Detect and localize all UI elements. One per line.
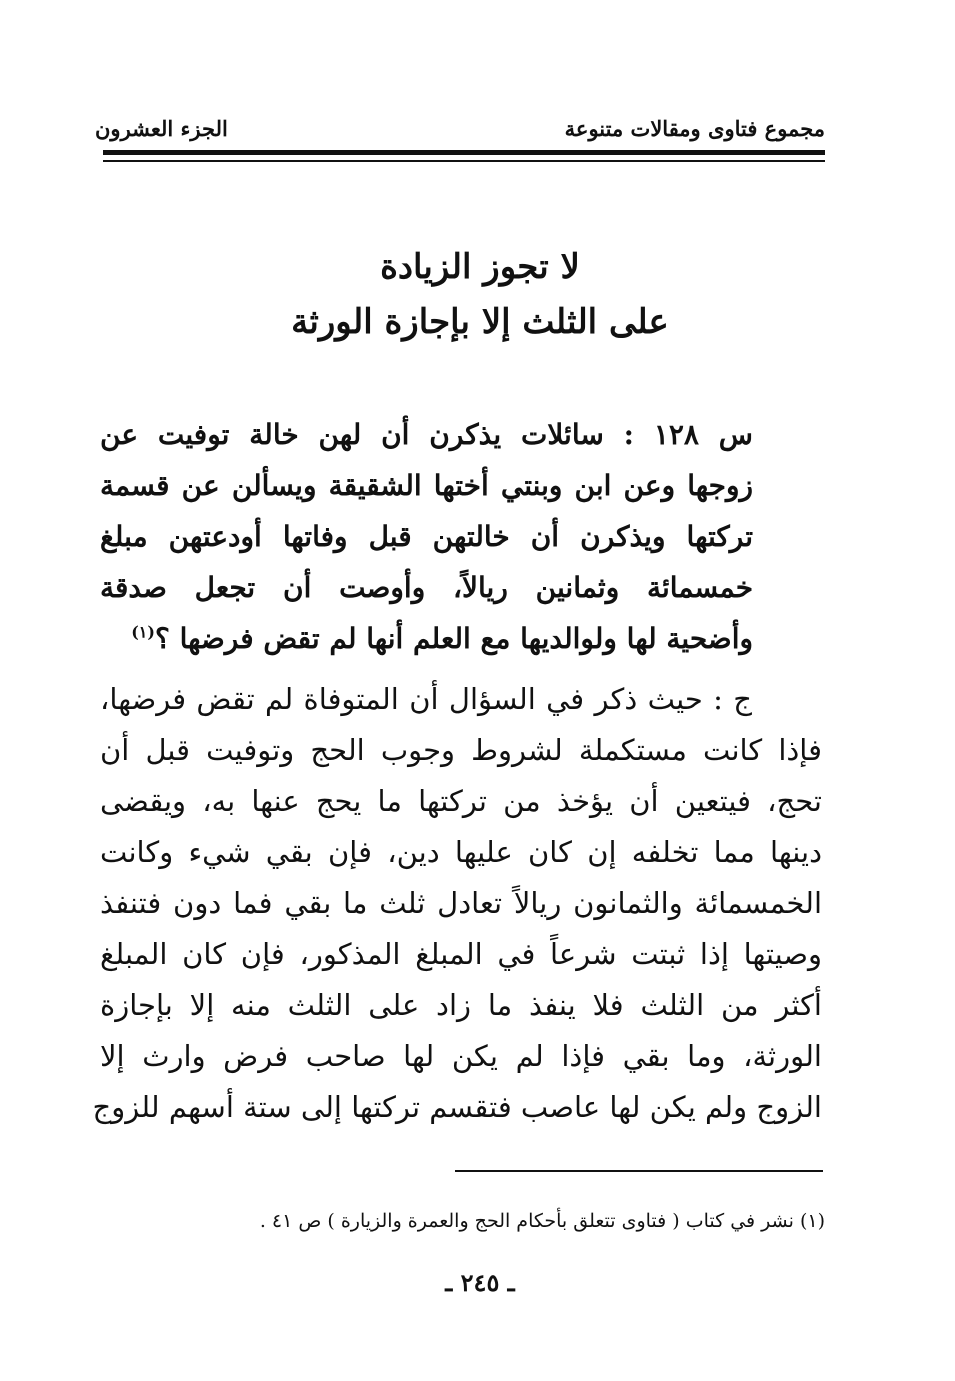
answer-line: الخمسمائة والثمانون ريالاً تعادل ثلث ما بقي فما دون فتنفذ (100, 886, 822, 920)
answer-line: دينها مما تخلفه إن كان عليها دين، فإن بقي شيء وكانت (100, 835, 822, 869)
header-rule-thin (103, 160, 825, 162)
answer-line: الزوج ولم يكن لها عاصب فتقسم تركتها إلى ستة أسهم للزوج (92, 1090, 822, 1124)
answer-paragraph (92, 674, 822, 1133)
book-title: مجموع فتاوى ومقالات متنوعة (564, 116, 825, 141)
question-line: س ١٢٨ : سائلات يذكرن أن لهن خالة توفيت عن (100, 418, 753, 451)
question-line: تركتها ويذكرن أن خالتهن قبل وفاتها أودعتهن مبلغ (100, 520, 753, 553)
volume-label: الجزء العشرون (95, 116, 228, 141)
question-line-text: وأضحية لها ولوالديها مع العلم أنها لم تقض فرضها ؟ (154, 622, 753, 655)
answer-line: ج : حيث ذكر في السؤال أن المتوفاة لم تقض فرضها، (100, 682, 752, 716)
article-title-line-2: على الثلث إلا بإجازة الورثة (291, 302, 669, 342)
answer-line: الورثة، وما بقي فإذا لم يكن لها صاحب فرض وارث إلا (100, 1039, 822, 1073)
footnote: (١) نشر في كتاب ( فتاوى تتعلق بأحكام الحج والعمرة والزيارة ) ص ٤١ . (259, 1210, 825, 1232)
page-number: ـ ٢٤٥ ـ (445, 1268, 515, 1297)
answer-line: أكثر من الثلث فلا ينفذ ما زاد على الثلث منه إلا بإجازة (100, 988, 822, 1022)
question-line-last (100, 613, 753, 664)
answer-line: وصيتها إذا ثبتت شرعاً في المبلغ المذكور، فإن كان المبلغ (100, 937, 822, 971)
running-header (95, 108, 825, 148)
answer-line: تحج، فيتعين أن يؤخذ من تركتها ما يحج عنها به، ويقضى (100, 784, 822, 818)
question-line: زوجها وعن ابن وبنتي أختها الشقيقة ويسألن عن قسمة (100, 469, 753, 502)
footnote-marker: (١) (131, 622, 155, 642)
header-rule-thick (103, 150, 825, 155)
footnote-separator (455, 1170, 823, 1172)
answer-line: فإذا كانت مستكملة لشروط وجوب الحج وتوفيت قبل أن (100, 733, 822, 767)
question-paragraph (100, 409, 753, 664)
question-line: خمسمائة وثمانين ريالاً، وأوصت أن تجعل صدقة (100, 571, 753, 604)
article-title-line-1: لا تجوز الزيادة (380, 247, 580, 287)
